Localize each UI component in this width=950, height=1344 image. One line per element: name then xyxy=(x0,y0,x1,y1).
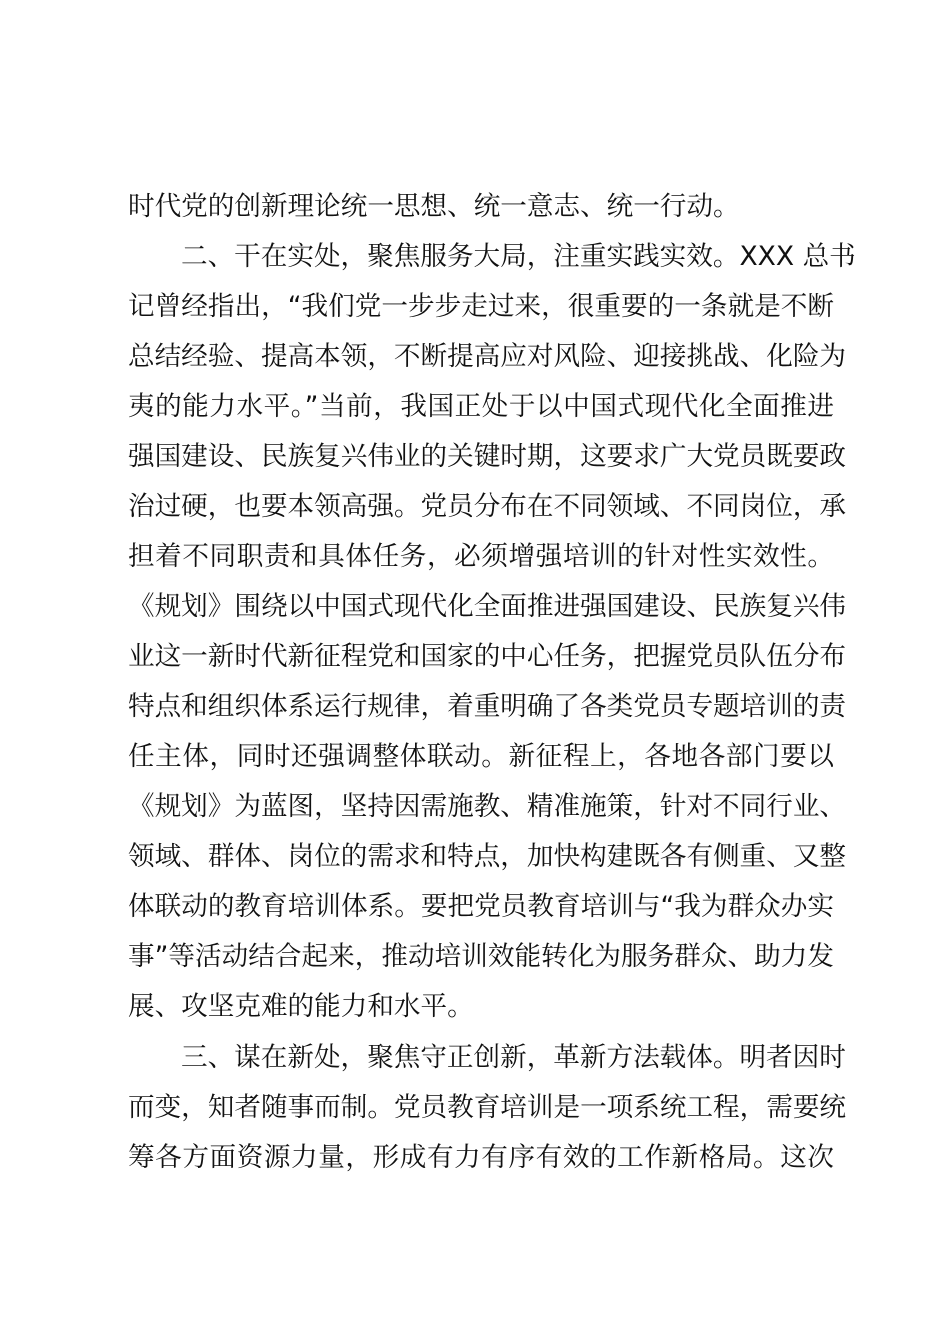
body-text xyxy=(128,182,856,1183)
paragraph-2-line-9: 业这一新时代新征程党和国家的中心任务，把握党员队伍分布 xyxy=(128,641,847,672)
paragraph-2-line-7: 担着不同职责和具体任务，必须增强培训的针对性实效性。 xyxy=(128,541,834,572)
paragraph-2-line-1: 二、干在实处，聚焦服务大局，注重实践实效。XXX 总书 xyxy=(181,241,856,272)
paragraph-2-line-2: 记曾经指出，“我们党一步步走过来，很重要的一条就是不断 xyxy=(128,291,834,322)
paragraph-2-line-8: 《规划》围绕以中国式现代化全面推进强国建设、民族复兴伟 xyxy=(128,591,847,622)
paragraph-2-line-3: 总结经验、提高本领，不断提高应对风险、迎接挑战、化险为 xyxy=(128,341,847,372)
paragraph-2-line-10: 特点和组织体系运行规律，着重明确了各类党员专题培训的责 xyxy=(128,691,847,722)
paragraph-2-line-5: 强国建设、民族复兴伟业的关键时期，这要求广大党员既要政 xyxy=(128,441,847,472)
paragraph-2-line-4: 夷的能力水平。”当前，我国正处于以中国式现代化全面推进 xyxy=(128,391,834,422)
paragraph-3-line-1: 三、谋在新处，聚焦守正创新，革新方法载体。明者因时 xyxy=(181,1042,846,1073)
paragraph-2-line-13: 领域、群体、岗位的需求和特点，加快构建既各有侧重、又整 xyxy=(128,841,847,872)
paragraph-2-line-15: 事”等活动结合起来，推动培训效能转化为服务群众、助力发 xyxy=(128,941,834,972)
paragraph-2-line-12: 《规划》为蓝图，坚持因需施教、精准施策，针对不同行业、 xyxy=(128,791,847,822)
paragraph-2-line-6: 治过硬，也要本领高强。党员分布在不同领域、不同岗位，承 xyxy=(128,491,847,522)
paragraph-2-line-16: 展、攻坚克难的能力和水平。 xyxy=(128,991,474,1022)
paragraph-2-line-14: 体联动的教育培训体系。要把党员教育培训与“我为群众办实 xyxy=(128,891,834,922)
paragraph-1-line-1: 时代党的创新理论统一思想、统一意志、统一行动。 xyxy=(128,191,740,222)
paragraph-2-line-11: 任主体，同时还强调整体联动。新征程上，各地各部门要以 xyxy=(128,741,834,772)
paragraph-3-line-2: 而变，知者随事而制。党员教育培训是一项系统工程，需要统 xyxy=(128,1092,847,1123)
paragraph-3-line-3: 筹各方面资源力量，形成有力有序有效的工作新格局。这次 xyxy=(128,1142,834,1173)
